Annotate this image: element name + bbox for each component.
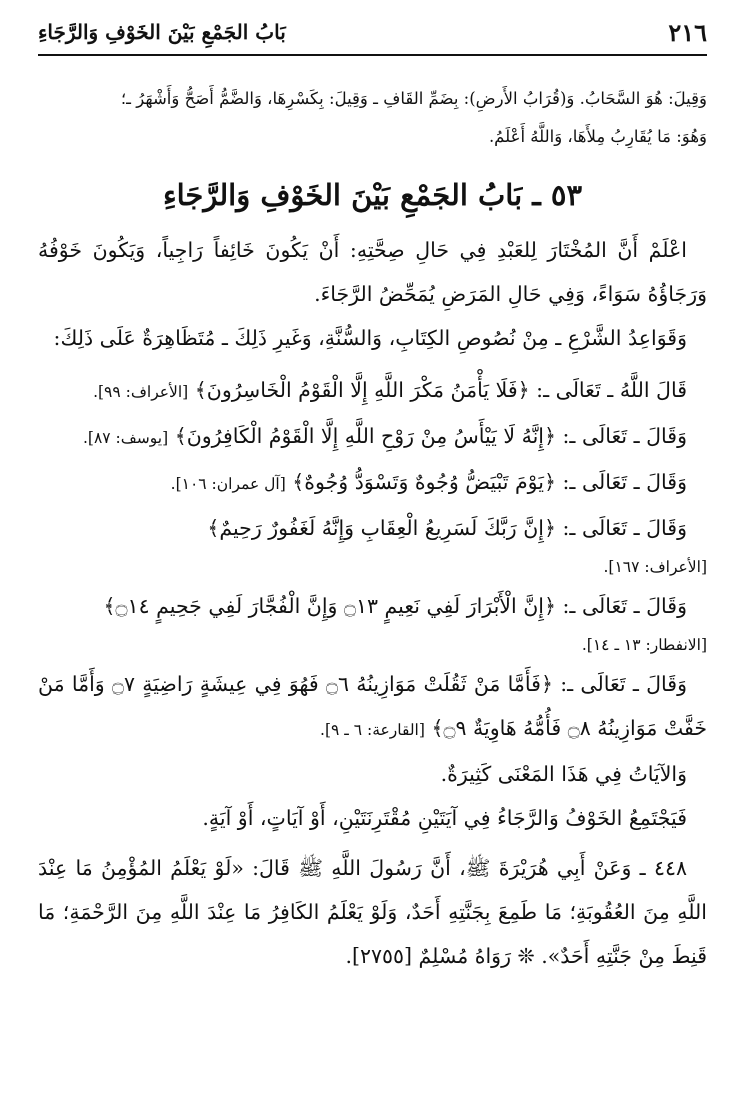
verse-line	[38, 662, 707, 752]
many-verses-note: وَالآيَاتُ فِي هَذَا المَعْنَى كَثِيرَةٌ.	[440, 762, 687, 786]
hadith-448: ٤٤٨ ـ وَعَنْ أَبِي هُرَيْرَةَ ﷺ، أَنَّ رَسُولَ اللَّهِ ﷺ قَالَ: «لَوْ يَعْلَمُ المُؤْمِنُ مَا عِنْدَ اللَّهِ مِنَ العُقُوبَةِ؛ مَا طَمِعَ بِجَنَّتِهِ أَحَدٌ، وَلَوْ يَعْلَمُ الكَافِرُ مَا عِنْدَ اللَّهِ مِنَ الرَّحْمَةِ؛ مَا قَنِطَ مِنْ جَنَّتِهِ أَحَدٌ». ❊ رَوَاهُ مُسْلِمٌ [٢٧٥٥].	[38, 856, 707, 968]
verse-lead: وَقَالَ ـ تَعَالَى ـ:	[562, 594, 687, 618]
verse-lead: وَقَالَ ـ تَعَالَى ـ:	[562, 516, 687, 540]
running-title: بَابُ الجَمْعِ بَيْنَ الخَوْفِ وَالرَّجَاءِ	[38, 20, 286, 44]
quran-verse: ﴿فَلَا يَأْمَنُ مَكْرَ اللَّهِ إِلَّا الْقَوْمُ الْخَاسِرُونَ﴾	[194, 378, 530, 402]
chapter-title: ٥٣ ـ بَابُ الجَمْعِ بَيْنَ الخَوْفِ وَالرَّجَاءِ	[162, 178, 583, 212]
verse-line	[38, 460, 707, 506]
verse-reference: [آل عمران: ١٠٦].	[170, 475, 286, 493]
quran-verse: ﴿فَأَمَّا مَنْ ثَقُلَتْ مَوَازِينُهُ ۝٦ فَهُوَ فِي عِيشَةٍ رَاضِيَةٍ ۝٧ وَأَمَّا مَنْ خَفَّتْ مَوَازِينُهُ ۝٨ فَأُمُّهُ هَاوِيَةٌ ۝٩﴾	[38, 672, 707, 740]
verse-lead: وَقَالَ ـ تَعَالَى ـ:	[560, 672, 687, 696]
quran-verse: ﴿يَوْمَ تَبْيَضُّ وُجُوهٌ وَتَسْوَدُّ وُجُوهٌ﴾	[292, 470, 556, 494]
page-header	[38, 10, 707, 56]
quran-verse: ﴿إِنَّ الْأَبْرَارَ لَفِي نَعِيمٍ ۝١٣ وَإِنَّ الْفُجَّارَ لَفِي جَحِيمٍ ۝١٤﴾	[103, 594, 556, 618]
verse-reference: [يوسف: ٨٧].	[82, 429, 169, 447]
verse-lead: وَقَالَ ـ تَعَالَى ـ:	[562, 424, 687, 448]
intro-paragraph: اعْلَمْ أَنَّ المُخْتَارَ لِلعَبْدِ فِي حَالِ صِحَّتِهِ: أَنْ يَكُونَ خَائِفاً رَاجِياً، وَيَكُونَ خَوْفُهُ وَرَجَاؤُهُ سَوَاءً، وَفِي حَالِ المَرَضِ يُمَحِّضُ الرَّجَاءَ.	[38, 238, 707, 306]
quran-verse: ﴿إِنَّ رَبَّكَ لَسَرِيعُ الْعِقَابِ وَإِنَّهُ لَغَفُورٌ رَحِيمٌ﴾	[207, 516, 556, 540]
chapter-body	[38, 228, 707, 978]
verse-reference: [الانفطار: ١٣ ـ ١٤].	[581, 636, 707, 654]
footnote-continuation	[38, 80, 707, 156]
page-number: ٢١٦	[668, 17, 707, 47]
verse-line	[38, 414, 707, 460]
verse-line	[38, 368, 707, 414]
footnote-line: وَقِيلَ: هُوَ السَّحَابُ. وَ(قُرَابُ الأَرضِ): بِضَمِّ القَافِ ـ وَقِيلَ: بِكَسْرِهَا، وَالضَّمُّ أَصَحُّ وَأَشْهَرُ ـ؛	[120, 89, 707, 108]
verse-line	[38, 506, 707, 550]
footnote-line: وَهُوَ: مَا يُقَارِبُ مِلأَهَا، وَاللَّهُ أَعْلَمُ.	[488, 127, 707, 146]
rules-paragraph: وَقَوَاعِدُ الشَّرْعِ ـ مِنْ نُصُوصِ الكِتَابِ، وَالسُّنَّةِ، وَغَيرِ ذَلِكَ ـ مُتَظَاهِرَةٌ عَلَى ذَلِكَ:	[53, 326, 687, 350]
verse-reference: [الأعراف: ١٦٧].	[603, 558, 707, 576]
verse-lead: قَالَ اللَّهُ ـ تَعَالَى ـ:	[536, 378, 687, 402]
gathering-note: فَيَجْتَمِعُ الخَوْفُ وَالرَّجَاءُ فِي آيَتَيْنِ مُقْتَرِنَتَيْنِ، أَوْ آيَاتٍ، أَوْ آيَةٍ.	[202, 806, 687, 830]
verse-lead: وَقَالَ ـ تَعَالَى ـ:	[562, 470, 687, 494]
quran-verse: ﴿إِنَّهُ لَا يَيْأَسُ مِنْ رَوْحِ اللَّهِ إِلَّا الْقَوْمُ الْكَافِرُونَ﴾	[174, 424, 556, 448]
verse-reference: [الأعراف: ٩٩].	[93, 383, 189, 401]
verse-line	[38, 584, 707, 628]
verse-reference: [القارعة: ٦ ـ ٩].	[320, 721, 425, 739]
